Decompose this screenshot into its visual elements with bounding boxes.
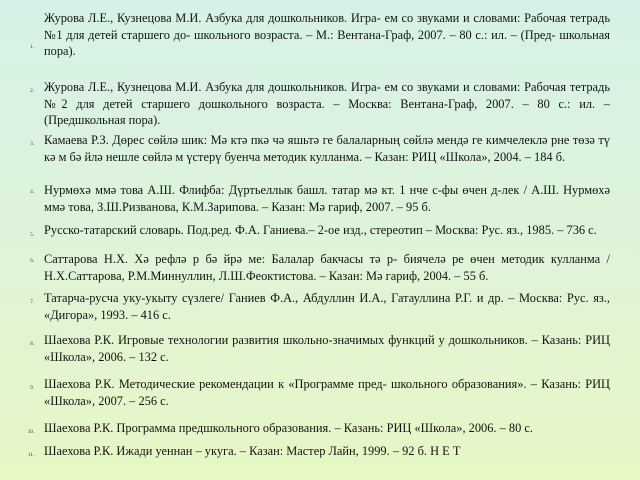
reference-number: 10. (27, 430, 34, 435)
reference-text: Журова Л.Е., Кузнецова М.И. Азбука для дошкольников. Игра- ем со звуками и словами: Рабочая тетрадь №1 для детей старшего до- школьного возраста. – М.: Вентана-Граф, 2007. – 80 с.: ил. – (Пред- школьная пора). (44, 11, 610, 58)
reference-number: 6. (30, 259, 34, 264)
reference-text: Шаехова Р.К. Ижади уеннан – укуга. – Казан: Мастер Лайн, 1999. – 92 б. Н Е Т (44, 444, 461, 458)
reference-text: Шаехова Р.К. Программа предшкольного образования. – Казань: РИЦ «Школа», 2006. – 80 с. (44, 421, 533, 435)
reference-number: 9. (30, 386, 34, 391)
reference-text: Шаехова Р.К. Методические рекомендации к «Программе пред- школьного образования». – Казань: РИЦ «Школа», 2007. – 256 с. (44, 377, 610, 408)
reference-number: 1. (30, 45, 34, 50)
reference-number: 8. (30, 342, 34, 347)
reference-number: 11. (27, 453, 34, 458)
reference-number: 3. (30, 142, 34, 147)
reference-text: Саттарова Н.Х. Хә рефлә р бә йрә ме: Балалар бакчасы тә р- биячелә ре өчен методик кулланма / Н.Х.Саттарова, Р.М.Миннуллин, Л.Ш.Феоктистова. – Казан: Мә гариф, 2004. – 55 б. (44, 252, 610, 283)
reference-number: 5. (30, 233, 34, 238)
reference-number: 2. (30, 89, 34, 94)
reference-text: Камаева Р.З. Дөрес сөйлә шик: Мә ктә пкә чә яшьтә ге балаларның сөйлә мендә ге кимчелеклә рне төзә тү кә м бә йлә нешле сөйлә м үстерү буенча методик кулланма. – Казан: РИЦ «Школа», 2004. – 184 б. (44, 133, 610, 164)
reference-text: Журова Л.Е., Кузнецова М.И. Азбука для дошкольников. Игра- ем со звуками и словами: Рабочая тетрадь №2 для детей старшего дошкольного возраста. – Москва: Вентана-Граф, 2007. – 80 с.: ил. – (Предшкольная пора). (44, 80, 610, 127)
reference-text: Шаехова Р.К. Игровые технологии развития школьно-значимых функций у дошкольников. – Казань: РИЦ «Школа», 2006. – 132 с. (44, 333, 610, 364)
reference-number: 7. (30, 300, 34, 305)
reference-text: Татарча-русча уку-укыту сүзлеге/ Ганиев Ф.А., Абдуллин И.А., Гатауллина Р.Г. и др. – Москва: Рус. яз., «Дигора», 1993. – 416 с. (44, 291, 610, 322)
reference-number: 4. (30, 190, 34, 195)
reference-text: Нурмөхә ммә това А.Ш. Флифба: Дүртьеллык башл. татар мә кт. 1 нче с-фы өчен д-лек / А.Ш. Нурмөхә ммә това, З.Ш.Ризванова, К.М.Зарипова. – Казан: Мә гариф, 2007. – 95 б. (44, 183, 610, 214)
reference-text: Русско-татарский словарь. Под.ред. Ф.А. Ганиева.– 2-ое изд., стереотип – Москва: Рус. яз., 1985. – 736 с. (44, 223, 597, 237)
